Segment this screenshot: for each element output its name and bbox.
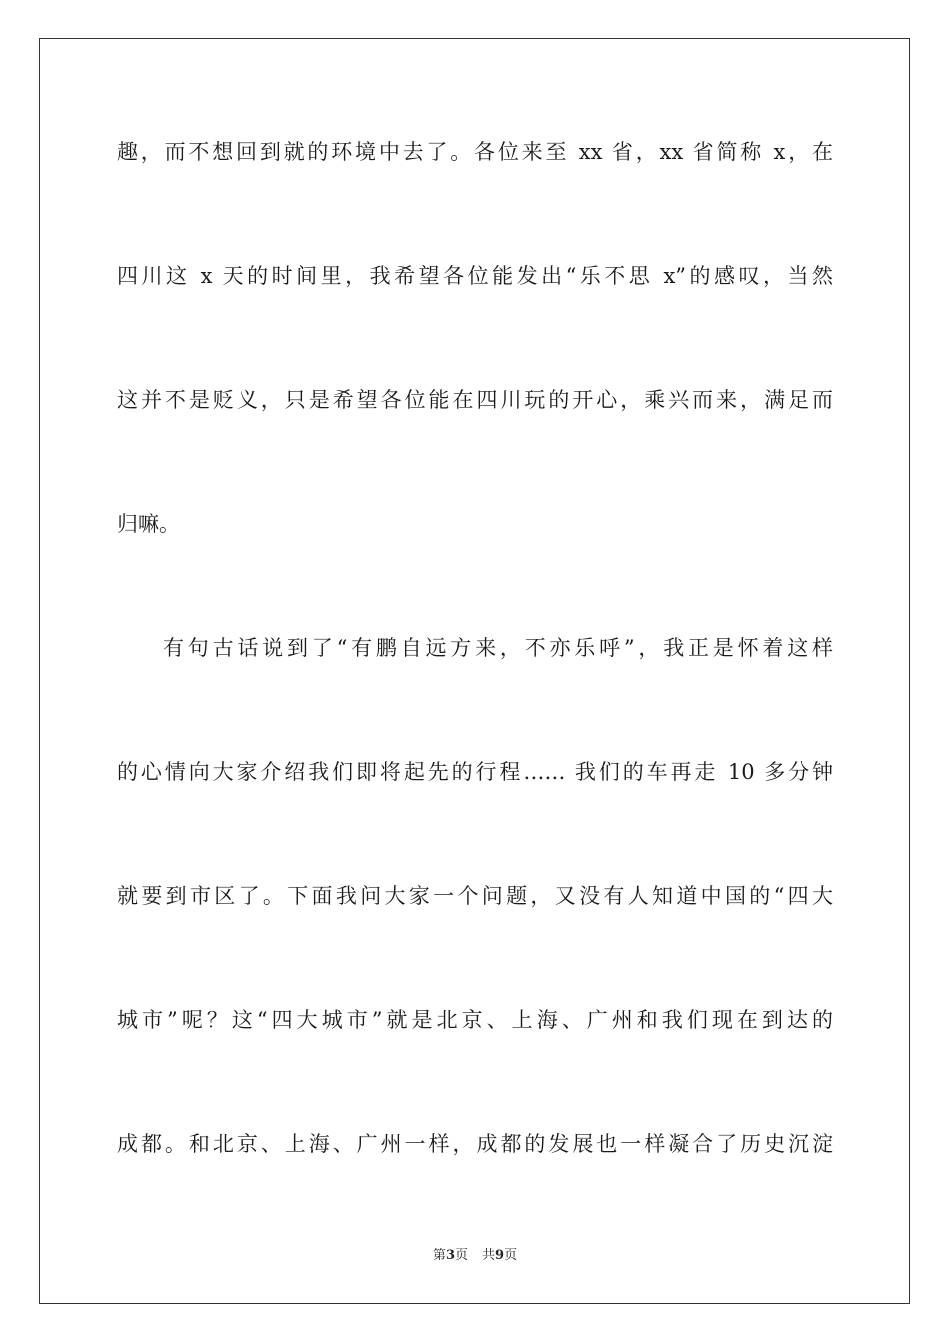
text-line-1: 趣，而不想回到就的环境中去了。各位来至 xx 省，xx 省简称 x，在 (117, 140, 833, 164)
text-line-9: 成都。和北京、上海、广州一样，成都的发展也一样凝合了历史沉淀 (117, 1132, 833, 1156)
text-line-2: 四川这 x 天的时间里，我希望各位能发出“乐不思 x”的感叹，当然 (117, 264, 833, 288)
text-line-3: 这并不是贬义，只是希望各位能在四川玩的开心，乘兴而来，满足而 (117, 388, 833, 412)
text-line-6: 的心情向大家介绍我们即将起先的行程…… 我们的车再走 10 多分钟 (117, 760, 833, 784)
text-line-5: 有句古话说到了“有鹏自远方来，不亦乐呼”，我正是怀着这样 (163, 636, 833, 660)
total-prefix: 共 (482, 1248, 496, 1263)
page-footer (0, 1247, 950, 1265)
text-line-7: 就要到市区了。下面我问大家一个问题，又没有人知道中国的“四大 (117, 884, 833, 908)
page-prefix: 第 (432, 1248, 446, 1263)
text-line-4: 归嘛。 (117, 512, 180, 536)
page-border (39, 38, 910, 1304)
total-pages: 9 (495, 1248, 505, 1263)
total-suffix: 页 (504, 1248, 518, 1263)
page-suffix: 页 (454, 1248, 468, 1263)
page-number: 3 (445, 1248, 455, 1263)
text-line-8: 城市”呢？这“四大城市”就是北京、上海、广州和我们现在到达的 (117, 1008, 833, 1032)
